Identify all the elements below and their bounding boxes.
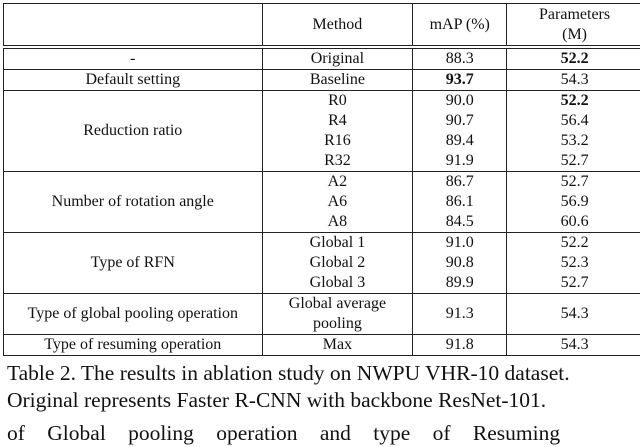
- params-value-line-value: 53.2: [560, 132, 589, 149]
- caption-line-1: Table 2. The results in ablation study on NWPU VHR-10 dataset.: [7, 361, 570, 385]
- map-value-line: [413, 49, 506, 69]
- map-value-line: [413, 335, 506, 355]
- params-value-line-value: 52.2: [560, 234, 589, 251]
- map-value-line-value: 90.7: [445, 112, 474, 129]
- map-cell: [413, 91, 507, 172]
- method-value: A2: [327, 173, 348, 190]
- map-value-line-value: 89.9: [445, 274, 474, 291]
- map-value-line: [413, 233, 506, 253]
- header-map: mAP (%): [413, 4, 507, 48]
- params-value-line: [507, 172, 640, 192]
- caption-line-2: Original represents Faster R-CNN with backbone ResNet-101.: [7, 388, 547, 412]
- method-value: Global 3: [309, 274, 366, 291]
- params-value-line: [507, 253, 640, 273]
- params-value-line-value: 56.4: [560, 112, 589, 129]
- header-params-unit: (M): [562, 25, 588, 43]
- method-cell: [262, 91, 413, 172]
- params-cell: [507, 172, 640, 233]
- method-cell: [262, 47, 413, 70]
- table-row-group: [4, 47, 640, 70]
- map-cell: [413, 172, 507, 233]
- method-value: Max: [322, 336, 353, 353]
- table-caption: [7, 360, 570, 414]
- params-value-line: [507, 294, 640, 334]
- map-value-line-value: 84.5: [445, 213, 474, 230]
- header-row: [4, 4, 640, 48]
- map-value-line: [413, 131, 506, 151]
- map-value-line-value: 86.1: [445, 193, 474, 210]
- method-cell: [262, 294, 413, 335]
- method-value: Baseline: [309, 71, 365, 88]
- params-value-line-value: 52.7: [560, 152, 589, 169]
- params-value-line-value: 54.3: [560, 336, 589, 353]
- params-value-line-value: 54.3: [560, 71, 589, 88]
- map-cell: [413, 47, 507, 70]
- method: [263, 212, 413, 232]
- map-value-line: [413, 212, 506, 232]
- method-line: pooling: [312, 315, 362, 332]
- method-value: R0: [328, 92, 347, 109]
- method-value: A8: [327, 213, 348, 230]
- params-value-line-value: 52.7: [560, 173, 589, 190]
- map-value-line: [413, 273, 506, 293]
- params-value-line: [507, 91, 640, 111]
- params-value-line: [507, 49, 640, 69]
- table-row-group: [4, 335, 640, 356]
- method: [263, 253, 413, 273]
- params-value-line-value: 52.3: [560, 254, 589, 271]
- method-line: Global average: [288, 295, 387, 312]
- params-cell: [507, 294, 640, 335]
- table-row-group: [4, 294, 640, 335]
- method: [263, 91, 413, 111]
- map-cell: [413, 335, 507, 356]
- setting-cell: -: [4, 47, 263, 70]
- params-cell: [507, 70, 640, 91]
- setting-cell: Type of global pooling operation: [4, 294, 263, 335]
- method-cell: [262, 70, 413, 91]
- method-cell: [262, 335, 413, 356]
- params-value-line: [507, 70, 640, 90]
- method: [263, 233, 413, 253]
- params-cell: [507, 91, 640, 172]
- method: [263, 151, 413, 171]
- table-row-group: [4, 172, 640, 233]
- header-params-line: Parameters: [539, 5, 611, 23]
- table-row-group: [4, 91, 640, 172]
- method: [263, 192, 413, 212]
- params-value-line: [507, 111, 640, 131]
- method-cell: [262, 172, 413, 233]
- params-value-line-value: 56.9: [560, 193, 589, 210]
- setting-cell: Number of rotation angle: [4, 172, 263, 233]
- params-value-line-value: 54.3: [560, 305, 589, 322]
- method-value: Original: [310, 50, 365, 67]
- params-value-line: [507, 335, 640, 355]
- header-method: Method: [262, 4, 413, 48]
- map-value-line: [413, 294, 506, 334]
- table-row-group: [4, 70, 640, 91]
- map-value-line: [413, 192, 506, 212]
- map-value-line: [413, 111, 506, 131]
- params-value-line-value: 52.2: [560, 92, 589, 109]
- map-value-line-value: 91.8: [445, 336, 474, 353]
- method: [263, 70, 413, 90]
- method: [263, 131, 413, 151]
- ablation-table: [3, 3, 640, 356]
- setting-cell: Type of RFN: [4, 233, 263, 294]
- params-cell: [507, 335, 640, 356]
- method: [263, 273, 413, 293]
- map-value-line-value: 93.7: [445, 71, 474, 88]
- method-value: R4: [328, 112, 347, 129]
- map-value-line: [413, 151, 506, 171]
- params-value-line-value: 52.2: [560, 50, 589, 67]
- params-cell: [507, 233, 640, 294]
- map-value-line-value: 91.3: [445, 305, 474, 322]
- map-value-line: [413, 253, 506, 273]
- body-text: of Global pooling operation and type of Resuming: [7, 421, 561, 445]
- method: [263, 111, 413, 131]
- map-value-line-value: 91.0: [445, 234, 474, 251]
- method-cell: [262, 233, 413, 294]
- params-value-line: [507, 151, 640, 171]
- method-value: Global 1: [309, 234, 366, 251]
- map-value-line-value: 88.3: [445, 50, 474, 67]
- map-cell: [413, 294, 507, 335]
- map-cell: [413, 233, 507, 294]
- table-row-group: [4, 233, 640, 294]
- method-value: Global 2: [309, 254, 366, 271]
- params-value-line: [507, 192, 640, 212]
- params-value-line: [507, 233, 640, 253]
- map-value-line-value: 89.4: [445, 132, 474, 149]
- header-params: [507, 4, 640, 48]
- setting-cell: Reduction ratio: [4, 91, 263, 172]
- params-value-line: [507, 212, 640, 232]
- map-cell: [413, 70, 507, 91]
- method: [263, 335, 413, 355]
- params-value-line-value: 52.7: [560, 274, 589, 291]
- map-value-line-value: 90.0: [445, 92, 474, 109]
- method-value: R32: [324, 152, 351, 169]
- map-value-line-value: 90.8: [445, 254, 474, 271]
- map-value-line: [413, 172, 506, 192]
- params-value-line: [507, 273, 640, 293]
- map-value-line-value: 91.9: [445, 152, 474, 169]
- method: [263, 172, 413, 192]
- setting-cell: Default setting: [4, 70, 263, 91]
- method-value: A6: [327, 193, 348, 210]
- params-value-line: [507, 131, 640, 151]
- params-value-line-value: 60.6: [560, 213, 589, 230]
- map-value-line: [413, 70, 506, 90]
- map-value-line-value: 86.7: [445, 173, 474, 190]
- header-setting: [4, 4, 263, 48]
- method-value: R16: [324, 132, 351, 149]
- params-cell: [507, 47, 640, 70]
- map-value-line: [413, 91, 506, 111]
- setting-cell: Type of resuming operation: [4, 335, 263, 356]
- method: [263, 49, 413, 69]
